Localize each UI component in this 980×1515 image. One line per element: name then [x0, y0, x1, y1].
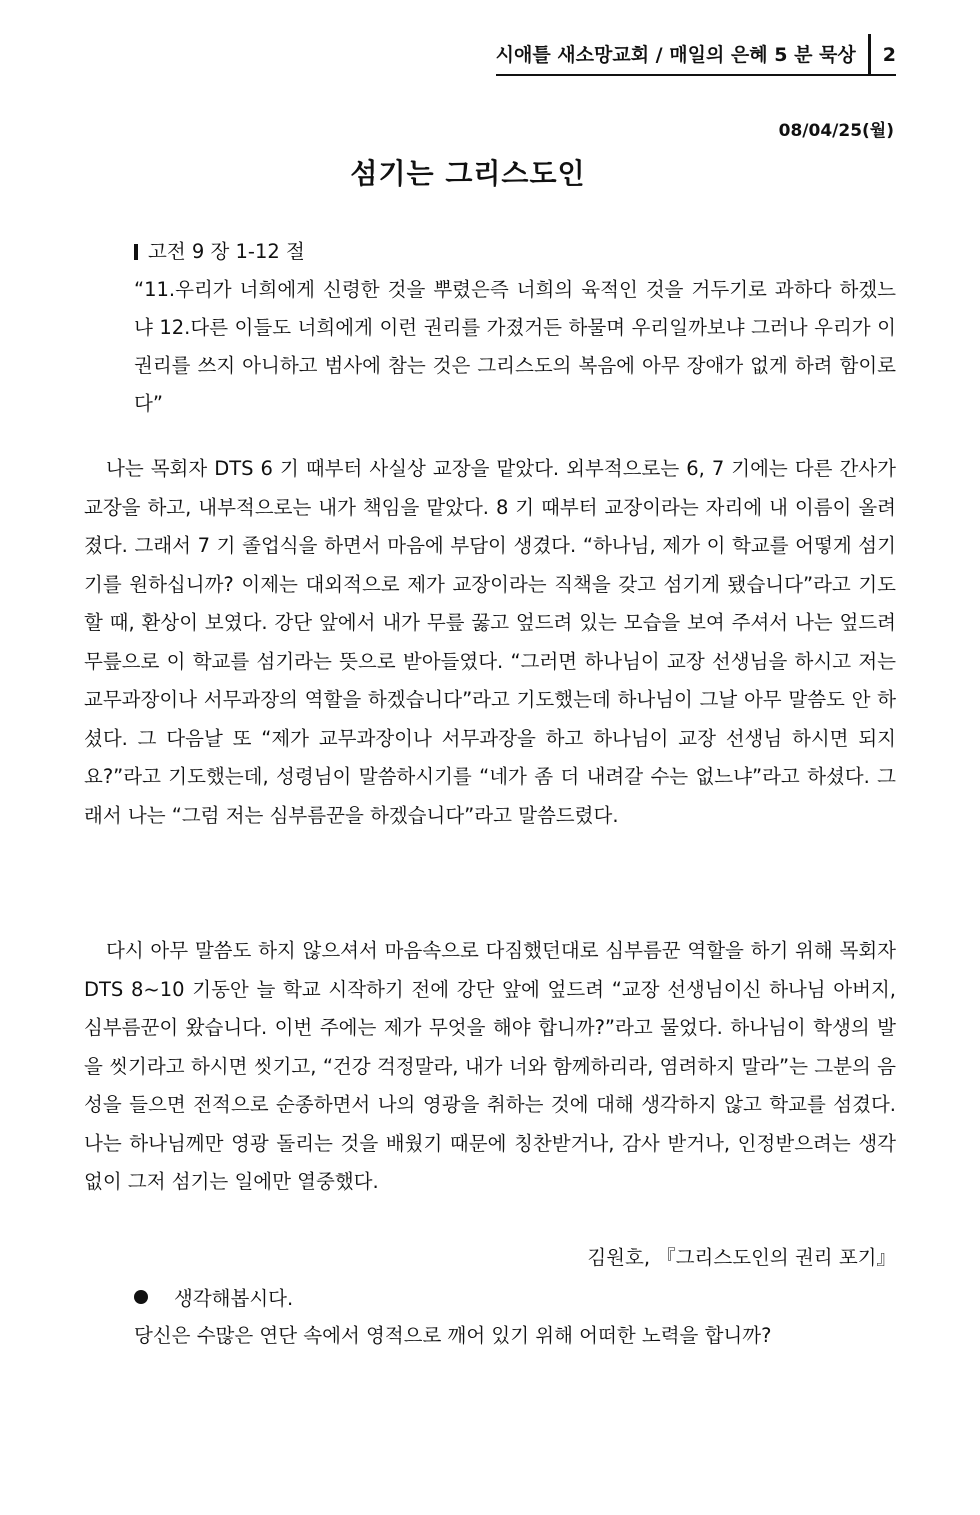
body-paragraph-2: 다시 아무 말씀도 하지 않으셔서 마음속으로 다짐했던대로 심부름꾼 역할을 하기 위해 목회자 DTS 8~10 기동안 늘 학교 시작하기 전에 강단 앞에 엎드려 “교장 선생님이신 하나님 아버지, 심부름꾼이 왔습니다. 이번 주에는 제가 무엇을 해야 합니까?”라고 물었다. 하나님이 학생의 발을 씻기라고 하시면 씻기고, “건강 걱정말라, 내가 너와 함께하리라, 염려하지 말라”는 그분의 음성을 들으면 전적으로 순종하면서 나의 영광을 취하는 것에 대해 생각하지 않고 학교를 섬겼다. 나는 하나님께만 영광 돌리는 것을 배웠기 때문에 칭찬받거나, 감사 받거나, 인정받으려는 생각 없이 그저 섬기는 일에만 열중했다. — [84, 939, 896, 1193]
reflection-label: 생각해봅시다. — [174, 1287, 294, 1310]
reflection-question: 당신은 수많은 연단 속에서 영적으로 깨어 있기 위해 어떠한 노력을 합니까? — [134, 1324, 772, 1347]
header-title: 시애틀 새소망교회 / 매일의 은혜 5 분 묵상 — [496, 34, 868, 76]
scripture-reference: 고전 9 장 1-12 절 — [148, 240, 305, 263]
scripture-block — [134, 233, 896, 423]
scripture-reference-line — [134, 233, 896, 271]
scripture-text: “11.우리가 너희에게 신령한 것을 뿌렸은즉 너희의 육적인 것을 거두기로 과하다 하겠느냐 12.다른 이들도 너희에게 이런 권리를 가졌거든 하물며 우리일까보냐 그러나 우리가 이 권리를 쓰지 아니하고 범사에 참는 것은 그리스도의 복음에 아무 장애가 없게 하려 함이로다” — [134, 278, 896, 415]
date: 08/04/25(월) — [778, 121, 894, 141]
page-number: 2 — [871, 34, 896, 76]
bullet-icon — [134, 1290, 148, 1304]
page-header — [496, 34, 896, 76]
reference-bar-icon — [134, 244, 138, 260]
page-title: 섬기는 그리스도인 — [350, 157, 586, 190]
body-paragraph-1: 나는 목회자 DTS 6 기 때부터 사실상 교장을 맡았다. 외부적으로는 6, 7 기에는 다른 간사가 교장을 하고, 내부적으로는 내가 책임을 맡았다. 8 기 때부터 교장이라는 자리에 내 이름이 올려졌다. 그래서 7 기 졸업식을 하면서 마음에 부담이 생겼다. “하나님, 제가 이 학교를 어떻게 섬기기를 원하십니까? 이제는 대외적으로 제가 교장이라는 직책을 갖고 섬기게 됐습니다”라고 기도할 때, 환상이 보였다. 강단 앞에서 내가 무릎 꿇고 엎드려 있는 모습을 보여 주셔서 나는 엎드려 무릎으로 이 학교를 섬기라는 뜻으로 받아들였다. “그러면 하나님이 교장 선생님을 하시고 저는 교무과장이나 서무과장의 역할을 하겠습니다”라고 기도했는데 하나님이 그날 아무 말씀도 안 하셨다. 그 다음날 또 “제가 교무과장이나 서무과장을 하고 하나님이 교장 선생님 하시면 되지요?”라고 기도했는데, 성령님이 말씀하시기를 “네가 좀 더 내려갈 수는 없느냐”라고 하셨다. 그래서 나는 “그럼 저는 심부름꾼을 하겠습니다”라고 말씀드렸다. — [84, 457, 896, 827]
reflection-heading — [134, 1283, 293, 1311]
source-citation: 김원호, 『그리스도인의 권리 포기』 — [587, 1246, 896, 1269]
